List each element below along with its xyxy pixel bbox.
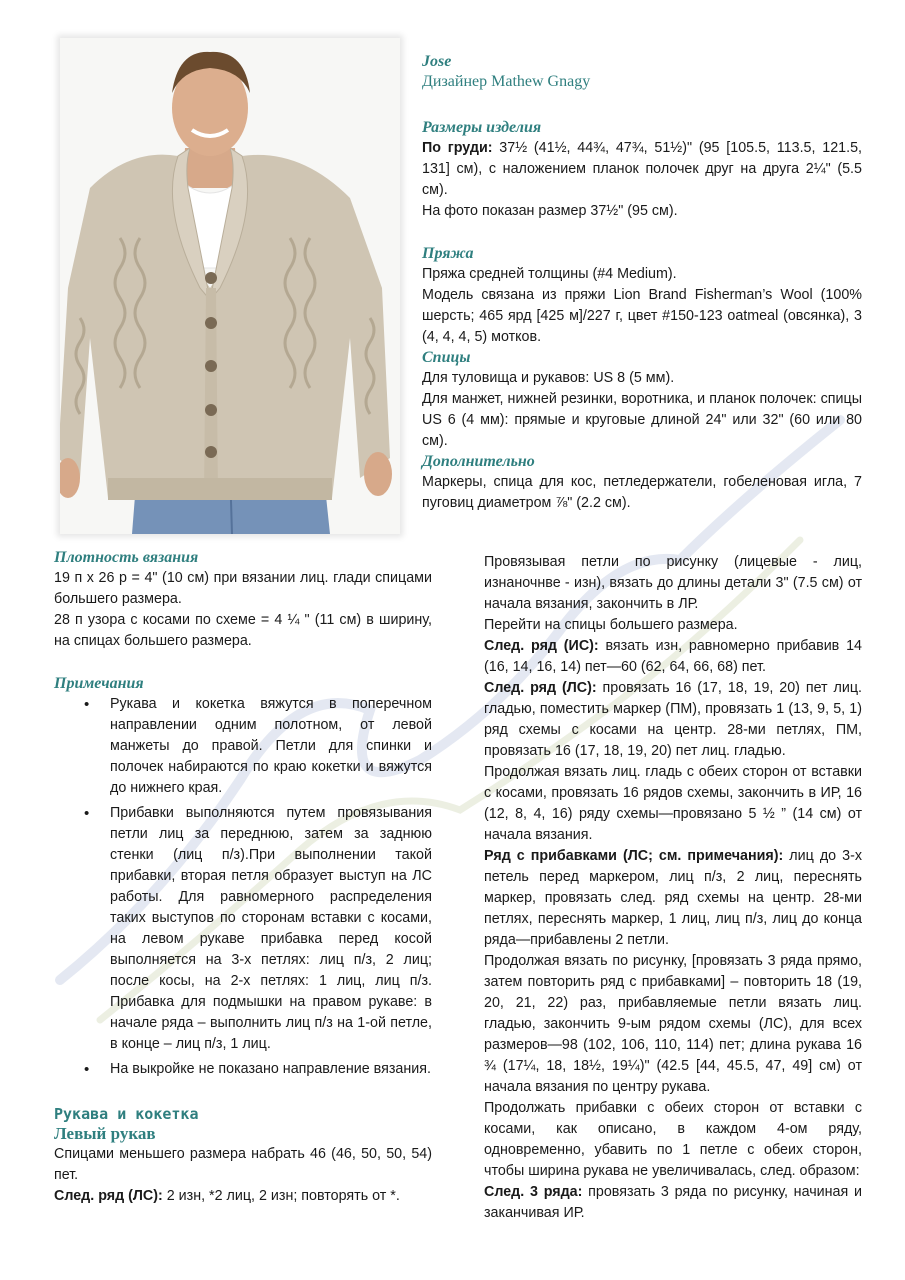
left-sleeve-subheading: Левый рукав bbox=[54, 1124, 156, 1143]
extra-text: Маркеры, спица для кос, петледержатели, гобеленовая игла, 7 пуговиц диаметром ⅞" (2.2 см). bbox=[422, 474, 862, 511]
list-item: • Рукава и кокетка вяжутся в поперечном направлении одним полотном, от левой манжеты до правой. Петли для спинки и полочек набираются по краю кокетки и вяжутся до нижнего края. bbox=[54, 694, 432, 799]
model-photo bbox=[60, 38, 400, 534]
instruction-p9: След. 3 ряда: провязать 3 ряда по рисунку, начиная и заканчивая ИР. bbox=[484, 1184, 862, 1221]
instruction-p4: След. ряд (ЛС): провязать 16 (17, 18, 19, 20) пет лиц. гладью, поместить маркер (ПМ), провязать 1 (13, 9, 5, 1) ряд схемы с косами на центр. 28-ми петлях, ПМ, провязать 16 (17, 18, 19, 20) пет лиц. гладью. bbox=[484, 680, 862, 759]
notes-heading: Примечания bbox=[54, 675, 144, 692]
header-column bbox=[422, 52, 862, 514]
extra-heading: Дополнительно bbox=[422, 453, 535, 470]
yarn-heading: Пряжа bbox=[422, 245, 474, 262]
gauge-heading: Плотность вязания bbox=[54, 549, 199, 566]
needles-heading: Спицы bbox=[422, 349, 471, 366]
gauge-line-2: 28 п узора с косами по схеме = 4 ¼ " (11 см) в ширину, на спицах большего размера. bbox=[54, 612, 432, 649]
gauge-line-1: 19 п х 26 р = 4" (10 см) при вязании лиц. глади спицами большего размера. bbox=[54, 570, 432, 607]
sizes-chest: По груди: 37½ (41½, 44¾, 47¾, 51½)" (95 [105.5, 113.5, 121.5, 131] см), с наложением планок полочек друг на друга 2¼" (5.5 см). bbox=[422, 140, 862, 198]
instruction-p5: Продолжая вязать лиц. гладь с обеих сторон от вставки с косами, провязать 16 рядов схемы, закончить в ИР, 16 (12, 8, 4, 16) ряду схемы—провязано 5 ½ ” (14 см) от начала вязания. bbox=[484, 764, 862, 843]
needles-line-1: Для туловища и рукавов: US 8 (5 мм). bbox=[422, 370, 675, 386]
sleeves-heading: Рукава и кокетка bbox=[54, 1105, 199, 1123]
needles-line-2: Для манжет, нижней резинки, воротника, и планок полочек: спицы US 6 (4 мм): прямые и круговые длиной 24" или 32" (60 или 80 см). bbox=[422, 391, 862, 449]
notes-list bbox=[54, 694, 432, 1080]
list-item: • На выкройке не показано направление вязания. bbox=[54, 1059, 432, 1080]
sleeve-next-row: След. ряд (ЛС): 2 изн, *2 лиц, 2 изн; повторять от *. bbox=[54, 1188, 400, 1204]
right-column bbox=[484, 552, 862, 1224]
instruction-p8: Продолжать прибавки с обеих сторон от вставки с косами, как описано, в каждом 4-ом ряду, одновременно, убавить по 1 петле с обеих сторон, чтобы ширина рукава не увеличивалась, след. образом: bbox=[484, 1100, 862, 1179]
instruction-p2: Перейти на спицы большего размера. bbox=[484, 617, 738, 633]
sizes-heading: Размеры изделия bbox=[422, 119, 542, 136]
sizes-photo-size: На фото показан размер 37½" (95 см). bbox=[422, 203, 678, 219]
list-item: • Прибавки выполняются путем провязывания петли лиц за переднюю, затем за заднюю стенки (лиц п/з).При выполнении такой прибавки, вторая петля образует выступ на ЛС работы. Для равномерного распределения таких выступов по сторонам вставки с косами, на левом рукаве прибавка перед косой выполняется на 3-х петлях: лиц п/з, 2 лиц; после косы, на 2-х петлях: 1 лиц, лиц п/з. Прибавка для подмышки на правом рукаве: в начале ряда – выполнить лиц п/з на 1-ой петле, в конце – лиц п/з, 1 лиц. bbox=[54, 803, 432, 1055]
instruction-p7: Продолжая вязать по рисунку, [провязать 3 ряда прямо, затем повторить ряд с прибавками] – повторить 18 (19, 20, 21, 22) раз, прибавляемые петли вязать лиц. гладью, закончить 9-ым рядом схемы (ЛС), для всех размеров—98 (102, 106, 110, 114) пет; длина рукава 16 ¾ (17¼, 18, 18½, 19¼)" (42.5 [44, 45.5, 47, 49] см) от начала вязания по центру рукава. bbox=[484, 953, 862, 1095]
sleeve-cast-on: Спицами меньшего размера набрать 46 (46, 50, 50, 54) пет. bbox=[54, 1146, 432, 1183]
yarn-line-1: Пряжа средней толщины (#4 Medium). bbox=[422, 266, 677, 282]
instruction-p3: След. ряд (ИС): вязать изн, равномерно прибавив 14 (16, 14, 16, 14) пет—60 (62, 64, 66, 68) пет. bbox=[484, 638, 862, 675]
left-column bbox=[54, 548, 432, 1207]
pattern-title: Jose bbox=[422, 53, 452, 70]
instruction-p1: Провязывая петли по рисунку (лицевые - лиц, изнаночнве - изн), вязать до длины детали 3" (7.5 см) от начала вязания, закончить в ЛР. bbox=[484, 554, 862, 612]
instruction-p6: Ряд с прибавками (ЛС; см. примечания): лиц до 3-х петель перед маркером, лиц п/з, 2 лиц, переснять маркер, провязать след. ряд схемы на центр. 28-ми петлях, переснять маркер, 1 лиц, лиц п/з, лиц до конца ряда—прибавлены 2 петли. bbox=[484, 848, 862, 948]
yarn-line-2: Модель связана из пряжи Lion Brand Fisherman’s Wool (100% шерсть; 465 ярд [425 м]/227 г, цвет #150-123 oatmeal (овсянка), 3 (4, 4, 4, 5) мотков. bbox=[422, 287, 862, 345]
designer-line: Дизайнер Mathew Gnagy bbox=[422, 73, 591, 90]
